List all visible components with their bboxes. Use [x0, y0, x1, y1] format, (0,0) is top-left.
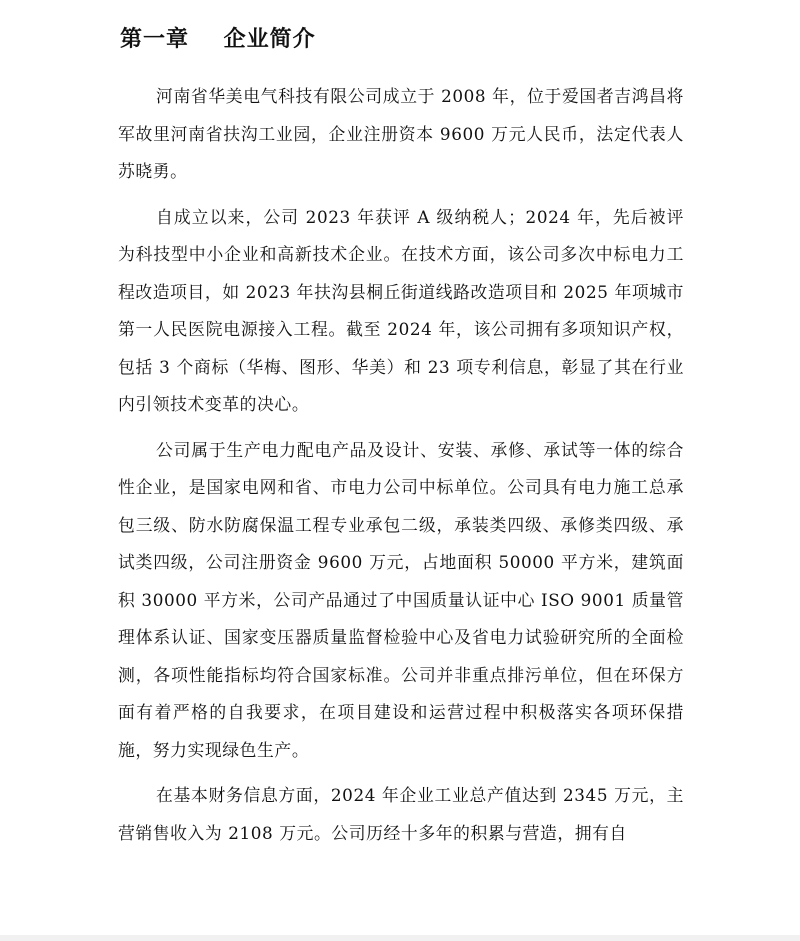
page-bottom-divider: [0, 935, 800, 941]
paragraph-company-founding: 河南省华美电气科技有限公司成立于 2008 年，位于爱国者吉鸿昌将军故里河南省扶沟工业园，企业注册资本 9600 万元人民币，法定代表人苏晓勇。: [118, 86, 684, 181]
paragraph-honors-and-projects: 自成立以来，公司 2023 年获评 A 级纳税人；2024 年，先后被评为科技型中小企业和高新技术企业。在技术方面，该公司多次中标电力工程改造项目，如 2023 年扶沟县桐丘街道线路改造项目和 2025 年项城市第一人民医院电源接入工程。截至 2024 年，该公司拥有多项知识产权，包括 3 个商标（华梅、图形、华美）和 23 项专利信息，彰显了其在行业内引领技术变革的决心。: [118, 206, 684, 414]
paragraph-financial-info: 在基本财务信息方面，2024 年企业工业总产值达到 2345 万元，主营销售收入为 2108 万元。公司历经十多年的积累与营造，拥有自: [118, 785, 684, 843]
paragraph-business-scope: 公司属于生产电力配电产品及设计、安装、承修、承试等一体的综合性企业，是国家电网和省、市电力公司中标单位。公司具有电力施工总承包三级、防水防腐保温工程专业承包二级，承装类四级、承修类四级、承试类四级，公司注册资金 9600 万元，占地面积 50000 平方米，建筑面积 30000 平方米，公司产品通过了中国质量认证中心 ISO 9001 质量管理体系认证、国家变压器质量监督检验中心及省电力试验研究所的全面检测，各项性能指标均符合国家标准。公司并非重点排污单位，但在环保方面有着严格的自我要求，在项目建设和运营过程中积极落实各项环保措施，努力实现绿色生产。: [118, 439, 684, 760]
document-body: [118, 78, 684, 860]
chapter-title: 第一章 企业简介: [120, 27, 316, 52]
